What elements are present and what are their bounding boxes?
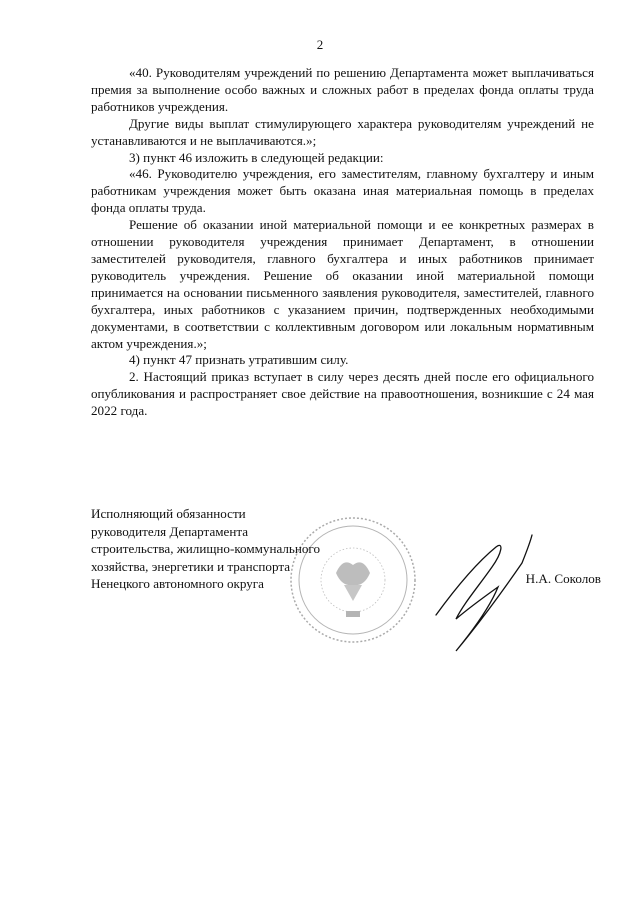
signer-title-line: Исполняющий обязанности [91, 506, 246, 521]
document-body [91, 65, 594, 420]
paragraph-item-3: 3) пункт 46 изложить в следующей редакции: [129, 149, 384, 165]
paragraph-46: «46. Руководителю учреждения, его заместителям, главному бухгалтеру и иным работникам учреждения может быть оказана иная материальная помощь в пределах фонда оплаты труда. [91, 166, 594, 216]
page-number: 2 [316, 37, 324, 52]
paragraph-item-4: 4) пункт 47 признать утратившим силу. [129, 352, 349, 368]
signer-position [91, 505, 601, 593]
paragraph-decision: Решение об оказании иной материальной помощи и ее конкретных размерах в отношении руководителя учреждения принимает Департамент, в отношении заместителей руководителя, главного бухгалтера и иных работников принимает руководитель учреждения. Решение об оказании иной материальной помощи принимается на основании письменного заявления руководителя, заместителей, главного бухгалтера, иных работников с указанием причин, подтвержденных необходимыми документами, в соответствии с коллективным договором или локальным нормативным актом учреждения.»; [91, 217, 594, 351]
signer-title-line: строительства, жилищно-коммунального [91, 541, 321, 557]
signer-title-line: руководителя Департамента [91, 523, 249, 539]
paragraph-effective-date: 2. Настоящий приказ вступает в силу через десять дней после его официального опубликования и распространяет свое действие на правоотношения, возникшие с 24 мая 2022 года. [91, 369, 594, 419]
signer-name: Н.А. Соколов [525, 571, 601, 586]
paragraph-other-payments: Другие виды выплат стимулирующего характера руководителям учреждений не устанавливаются и не выплачиваются.»; [91, 115, 594, 148]
signer-title-line: хозяйства, энергетики и транспорта [91, 558, 291, 574]
signature-block [91, 505, 601, 593]
paragraph-40: «40. Руководителям учреждений по решению Департамента может выплачиваться премия за выполнение особо важных и сложных работ в пределах фонда оплаты труда работников учреждения. [91, 65, 594, 114]
signer-title-line: Ненецкого автономного округа [91, 576, 264, 592]
